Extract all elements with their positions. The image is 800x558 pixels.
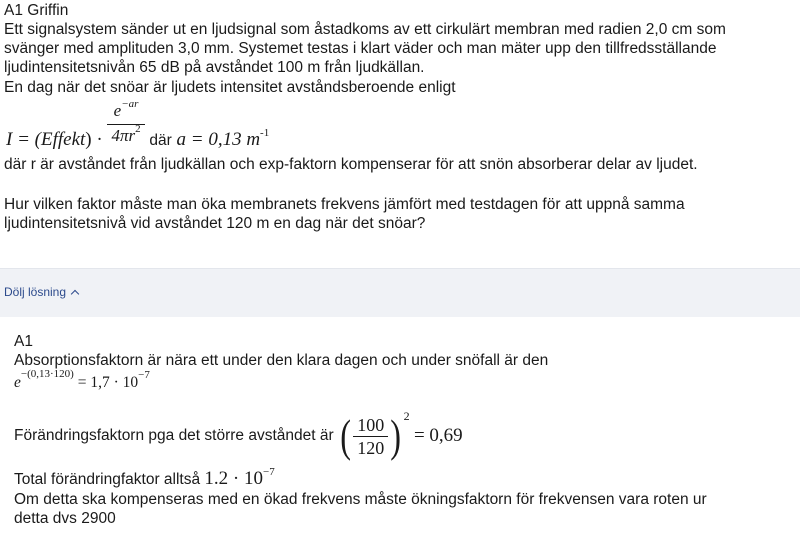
solution-line-1: Absorptionsfaktorn är nära ett under den klara dagen och under snöfall är den — [14, 352, 549, 369]
total-text: Total förändringfaktor alltså — [14, 471, 201, 488]
fraction-result: = 0,69 — [413, 425, 463, 446]
exp-result-power: −7 — [138, 369, 150, 381]
exp-result: = 1,7 · 10 — [77, 374, 139, 391]
exp-base: e — [14, 374, 21, 391]
final-line-2: detta dvs 2900 — [14, 510, 116, 527]
right-paren: ) — [390, 410, 402, 461]
solution-toggle-bar — [0, 268, 800, 318]
formula-effekt: Effekt — [40, 128, 86, 150]
formula-rhs-open: ) · — [85, 128, 103, 150]
formula-fraction — [107, 100, 144, 149]
fraction-numerator: 100 — [353, 414, 388, 437]
formula-denominator: 4πr — [111, 126, 136, 145]
total-power: −7 — [263, 466, 275, 478]
exp-power: −(0,13·120) — [20, 368, 74, 380]
problem-title: A1 Griffin — [4, 2, 69, 19]
intensity-formula — [6, 98, 270, 151]
problem-text-line-2: svänger med amplituden 3,0 mm. Systemet testas i klart väder och man mäter upp den tillfredsställande — [4, 40, 717, 57]
question-line-1: Hur vilken faktor måste man öka membranets frekvens jämfört med testdagen för att uppnå samma — [4, 196, 685, 213]
distance-fraction — [353, 414, 388, 459]
total-factor-line — [14, 466, 275, 491]
solution-heading: A1 — [14, 333, 33, 350]
question-line-2: ljudintensitetsnivå vid avståndet 120 m en dag när det snöar? — [4, 215, 426, 232]
formula-a-eq: a = 0,13 m — [176, 128, 261, 150]
problem-text-line-4: En dag när det snöar är ljudets intensitet avståndsberoende enligt — [4, 79, 456, 96]
formula-lhs: I = ( — [6, 128, 41, 150]
problem-section — [0, 0, 800, 268]
formula-a-exp: -1 — [260, 126, 270, 139]
solution-section — [0, 317, 800, 558]
absorption-expression — [14, 368, 150, 394]
chevron-up-icon — [71, 290, 79, 298]
final-line-1: Om detta ska kompenseras med en ökad frekvens måste ökningsfaktorn för frekvensen vara roten ur — [14, 491, 707, 508]
formula-numerator-exp: −ar — [121, 98, 139, 110]
formula-denominator-exp: 2 — [135, 123, 141, 135]
formula-numerator: e — [113, 101, 122, 120]
problem-text-line-1: Ett signalsystem sänder ut en ljudsignal som åstadkoms av ett cirkulärt membran med radien 2,0 cm som — [4, 21, 726, 38]
left-paren: ( — [340, 410, 351, 461]
formula-dar: där — [149, 131, 172, 149]
fraction-denominator: 120 — [357, 437, 385, 458]
distance-text: Förändringsfaktorn pga det större avståndet är — [14, 427, 334, 444]
total-value: 1.2 · 10 — [204, 468, 263, 489]
hide-solution-label: Dölj lösning — [4, 285, 67, 299]
hide-solution-button[interactable] — [4, 284, 78, 300]
fraction-power: 2 — [403, 409, 410, 424]
distance-factor-line — [14, 409, 463, 463]
problem-text-line-3: ljudintensitetsnivån 65 dB på avståndet 100 m från ljudkällan. — [4, 59, 425, 76]
problem-after-formula: där r är avståndet från ljudkällan och exp-faktorn kompenserar för att snön absorberar delar av ljudet. — [4, 156, 698, 173]
